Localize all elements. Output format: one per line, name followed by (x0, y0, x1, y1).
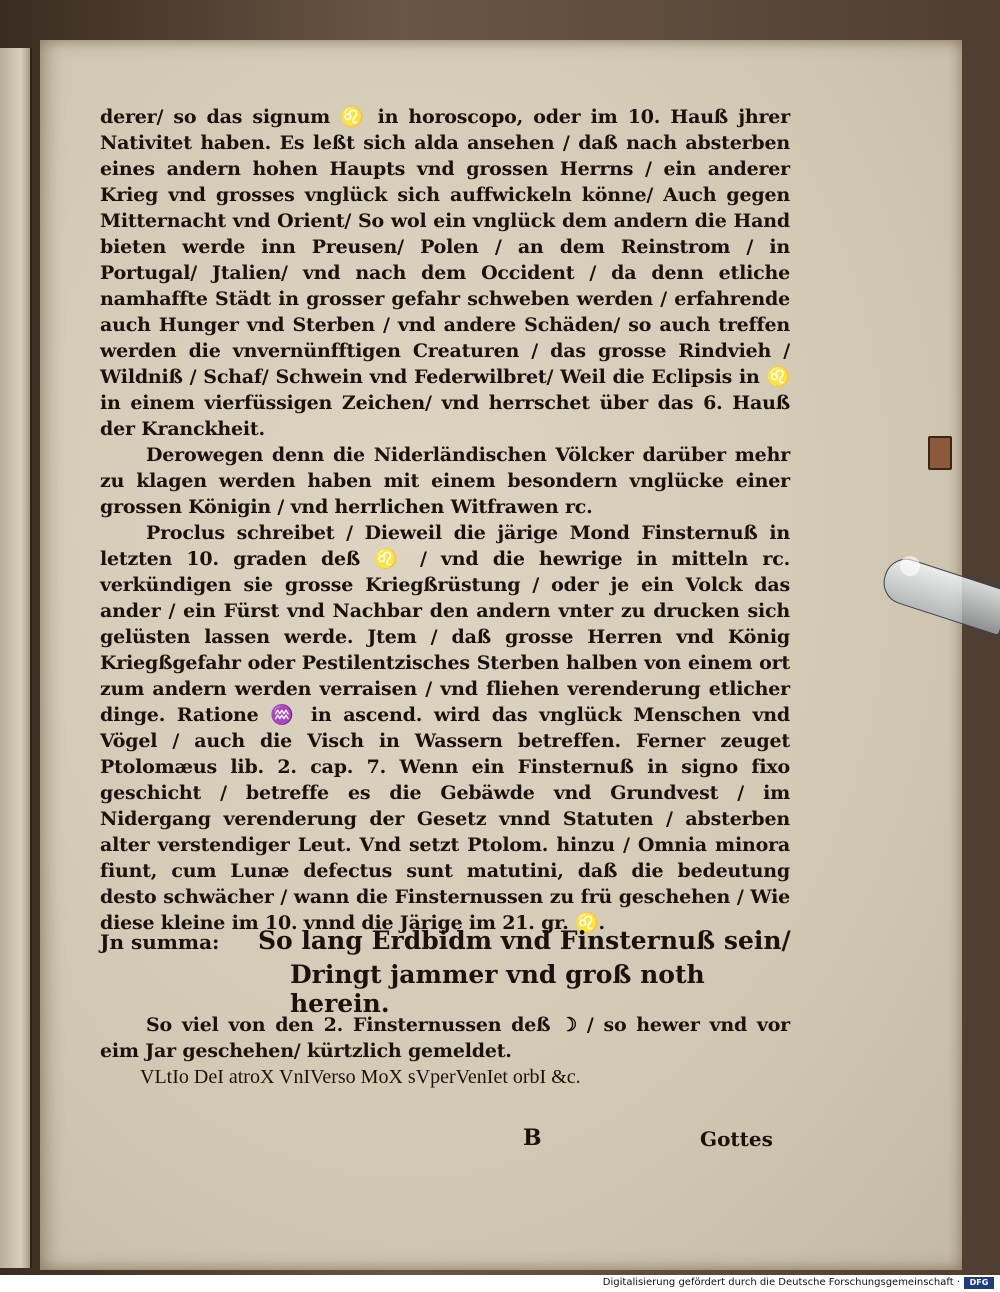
signature-mark: B (523, 1125, 542, 1151)
summa-line-1: So lang Erdbidm vnd Finsternuß sein/ (258, 926, 791, 955)
chronogram: VLtIo DeI atroX VnIVerso MoX sVperVenIet orbI &c. (140, 1066, 581, 1088)
summa-label: Jn summa: (100, 930, 220, 954)
summa-verse (100, 926, 800, 1018)
pointer-tip (900, 556, 920, 576)
closing-text (100, 1012, 790, 1064)
paragraph-3: Proclus schreibet / Dieweil die järige Mond Finsternuß in letzten 10. graden deß ♌ / vnd die hewrige in mitteln rc. verkündigen sie grosse Kriegßrüstung / oder je ein Volck das ander / ein Fürst vnd Nachbar den andern vnter zu drucken sich gelüsten lassen werde. Jtem / daß grosse Herren vnd König Kriegßgefahr oder Pestilentzisches Sterben halben von einem ort zum andern werden verraisen / vnd fliehen verenderung etlicher dinge. Ratione ♒ in ascend. wird das vnglück Menschen vnd Vögel / auch die Visch in Wassern betreffen. Ferner zeuget Ptolomæus lib. 2. cap. 7. Wenn ein Finsternuß in signo fixo geschicht / betreffe es die Gebäwde vnd Grundvest / im Nidergang verenderung der Gesetz vnnd Statuten / absterben alter verstendiger Leut. Vnd setzt Ptolom. hinzu / Omnia minora fiunt, cum Lunæ defectus sunt matutini, daß die bedeutung desto schwächer / wann die Finsternussen zu frü geschehen / Wie diese kleine im 10. vnnd die Järige im 21. gr. ♌. (100, 522, 790, 934)
facing-page-edge (0, 48, 32, 1268)
main-text (100, 104, 790, 936)
dfg-logo: DFG (964, 1277, 994, 1289)
catchword: Gottes (700, 1127, 773, 1151)
footer-bar (0, 1275, 1000, 1292)
dfg-credit: Digitalisierung gefördert durch die Deutsche Forschungsgemeinschaft · (602, 1277, 960, 1288)
paragraph-2: Derowegen denn die Niderländischen Völcker darüber mehr zu klagen werden haben mit einem besondern vnglücke einer grossen Königin / vnd herrlichen Witfrawen rc. (100, 444, 790, 518)
paragraph-1: derer/ so das signum ♌ in horoscopo, oder im 10. Hauß jhrer Nativitet haben. Es leßt sich alda ansehen / daß nach absterben eines andern hohen Haupts vnd grossen Herrns / ein anderer Krieg vnd grosses vnglück sich auffwickeln könne/ Auch gegen Mitternacht vnd Orient/ So wol ein vnglück dem andern die Hand bieten werde inn Preusen/ Polen / an dem Reinstrom / in Portugal/ Jtalien/ vnd nach dem Occident / da denn etliche namhaffte Städt in grosser gefahr schweben werden / erfahrende auch Hunger vnd Sterben / vnd andere Schäden/ so auch treffen werden die vnvernünfftigen Creaturen / das grosse Rindvieh / Wildniß / Schaf/ Schwein vnd Federwilbret/ Weil die Eclipsis in ♌ in einem vierfüssigen Zeichen/ vnd herrschet über das 6. Hauß der Kranckheit. (100, 106, 790, 440)
paragraph-4: So viel von den 2. Finsternussen deß ☽ / so hewer vnd vor eim Jar geschehen/ kürtzlich gemeldet. (100, 1014, 790, 1062)
page-tab-marker (928, 436, 952, 470)
summa-line-2: Dringt jammer vnd groß noth herein. (290, 960, 705, 1018)
